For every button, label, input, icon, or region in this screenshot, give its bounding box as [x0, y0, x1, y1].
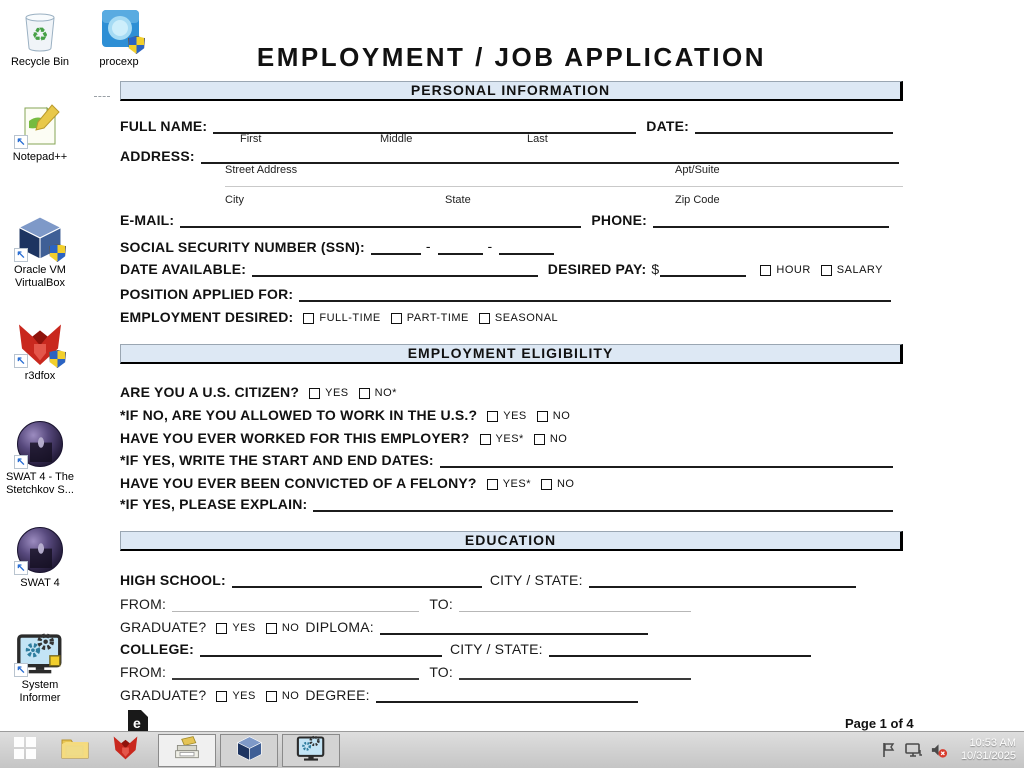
felony-yes-checkbox[interactable]: [487, 479, 498, 490]
desktop-icon-system-informer[interactable]: ↖ System Informer: [1, 629, 79, 705]
college-city-state-field[interactable]: [549, 644, 811, 657]
date-available-label: DATE AVAILABLE:: [120, 261, 247, 277]
explain-label: *IF YES, PLEASE EXPLAIN:: [120, 496, 308, 512]
desktop-icon-procexp[interactable]: procexp: [80, 6, 158, 69]
address-row: [120, 148, 903, 164]
felony-question-row: [120, 475, 574, 491]
college-city-state-label: CITY / STATE:: [449, 641, 543, 657]
salary-checkbox[interactable]: [821, 265, 832, 276]
section-header-personal-information: PERSONAL INFORMATION: [120, 81, 903, 101]
salary-option-label: SALARY: [836, 264, 883, 276]
windows-logo-icon: [14, 737, 36, 764]
college-graduate-label: GRADUATE?: [120, 687, 207, 703]
employment-desired-row: [120, 309, 558, 325]
hs-graduate-yes-label: YES: [232, 622, 256, 634]
allowed-no-label: NO: [552, 410, 571, 422]
felony-no-label: NO: [556, 478, 575, 490]
citizen-yes-label: YES: [325, 387, 349, 399]
address-label: ADDRESS:: [120, 148, 195, 164]
taskbar-virtualbox-button[interactable]: [220, 734, 278, 767]
full-name-field[interactable]: [213, 121, 636, 134]
shortcut-arrow-icon: ↖: [14, 248, 28, 262]
email-field[interactable]: [180, 215, 581, 228]
network-tray-icon[interactable]: [905, 741, 923, 759]
desired-pay-field[interactable]: [660, 264, 746, 277]
hs-to-label: TO:: [429, 596, 453, 612]
employment-desired-label: EMPLOYMENT DESIRED:: [120, 309, 294, 325]
date-available-field[interactable]: [252, 264, 538, 277]
desktop-icon-swat4[interactable]: ↖ SWAT 4: [1, 526, 79, 590]
email-label: E-MAIL:: [120, 212, 175, 228]
ssn-row: [120, 238, 558, 255]
explain-field[interactable]: [313, 499, 893, 512]
seasonal-option-label: SEASONAL: [494, 312, 559, 324]
high-school-label: HIGH SCHOOL:: [120, 572, 226, 588]
citizen-no-label: NO*: [374, 387, 397, 399]
hs-city-state-label: CITY / STATE:: [489, 572, 583, 588]
college-row: [120, 641, 815, 657]
hs-graduate-label: GRADUATE?: [120, 619, 207, 635]
college-graduate-yes-label: YES: [232, 690, 256, 702]
citizen-question-label: ARE YOU A U.S. CITIZEN?: [120, 384, 300, 400]
shortcut-arrow-icon: ↖: [14, 663, 28, 677]
explain-row: [120, 496, 897, 512]
ssn-field-2[interactable]: [438, 242, 483, 255]
dollar-sign: $: [651, 261, 660, 277]
virtualbox-icon: [236, 735, 263, 767]
state-sublabel: State: [445, 194, 471, 206]
college-graduate-no-checkbox[interactable]: [266, 691, 277, 702]
email-phone-row: [120, 212, 893, 228]
hour-option-label: HOUR: [776, 264, 811, 276]
diploma-label: DIPLOMA:: [305, 619, 374, 635]
worked-question-label: HAVE YOU EVER WORKED FOR THIS EMPLOYER?: [120, 430, 470, 446]
hour-checkbox[interactable]: [760, 265, 771, 276]
desktop-icon-recycle-bin[interactable]: ♻ Recycle Bin: [1, 6, 79, 69]
college-field[interactable]: [200, 644, 442, 657]
diploma-field[interactable]: [380, 622, 648, 635]
taskbar-document-viewer-button[interactable]: [158, 734, 216, 767]
apt-suite-sublabel: Apt/Suite: [675, 164, 720, 176]
hs-graduate-no-checkbox[interactable]: [266, 623, 277, 634]
citizen-question-row: [120, 384, 397, 400]
allowed-question-row: [120, 407, 570, 423]
hs-graduate-yes-checkbox[interactable]: [216, 623, 227, 634]
position-row: [120, 286, 895, 302]
worked-question-row: [120, 430, 567, 446]
last-sublabel: Last: [527, 133, 548, 145]
r3dfox-icon: [112, 734, 139, 766]
position-applied-field[interactable]: [299, 289, 891, 302]
desktop-icon-virtualbox[interactable]: ↖ Oracle VM VirtualBox: [1, 214, 79, 290]
worked-yes-checkbox[interactable]: [480, 434, 491, 445]
ssn-field-3[interactable]: [499, 242, 554, 255]
allowed-yes-label: YES: [503, 410, 527, 422]
phone-label: PHONE:: [591, 212, 647, 228]
taskbar: [0, 731, 1024, 768]
system-informer-icon: [296, 734, 326, 767]
college-graduate-no-label: NO: [281, 690, 300, 702]
allowed-no-checkbox[interactable]: [537, 411, 548, 422]
ssn-label: SOCIAL SECURITY NUMBER (SSN):: [120, 239, 365, 255]
date-field[interactable]: [695, 121, 893, 134]
allowed-yes-checkbox[interactable]: [487, 411, 498, 422]
eforms-logo: e: [128, 710, 148, 734]
college-from-field[interactable]: [172, 667, 419, 680]
document-viewer-icon: [173, 734, 201, 767]
full-time-checkbox[interactable]: [303, 313, 314, 324]
citizen-no-checkbox[interactable]: [359, 388, 370, 399]
hs-graduate-row: [120, 619, 652, 635]
hs-graduate-no-label: NO: [281, 622, 300, 634]
full-time-option-label: FULL-TIME: [319, 312, 381, 324]
high-school-field[interactable]: [232, 575, 482, 588]
date-available-row: [120, 261, 883, 277]
part-time-option-label: PART-TIME: [406, 312, 469, 324]
high-school-row: [120, 572, 860, 588]
college-to-field[interactable]: [459, 667, 691, 680]
hs-from-to-row: [120, 596, 695, 612]
full-name-row: [120, 118, 897, 134]
position-applied-label: POSITION APPLIED FOR:: [120, 286, 294, 302]
degree-field[interactable]: [376, 690, 638, 703]
college-graduate-yes-checkbox[interactable]: [216, 691, 227, 702]
date-label: DATE:: [646, 118, 689, 134]
first-sublabel: First: [240, 133, 262, 145]
phone-field[interactable]: [653, 215, 889, 228]
section-header-education: EDUCATION: [120, 531, 903, 551]
hs-to-field[interactable]: [459, 599, 691, 612]
start-end-dates-label: *IF YES, WRITE THE START AND END DATES:: [120, 452, 434, 468]
degree-label: DEGREE:: [305, 687, 370, 703]
clock-time: 10:53 AM: [969, 737, 1016, 749]
shortcut-arrow-icon: ↖: [14, 455, 28, 469]
desktop-icon-r3dfox[interactable]: ↖ r3dfox: [1, 320, 79, 383]
zip-code-sublabel: Zip Code: [675, 194, 720, 206]
middle-sublabel: Middle: [380, 133, 413, 145]
college-from-to-row: [120, 664, 695, 680]
felony-no-checkbox[interactable]: [541, 479, 552, 490]
worked-yes-label: YES*: [495, 433, 524, 445]
part-time-checkbox[interactable]: [391, 313, 402, 324]
section-header-employment-eligibility: EMPLOYMENT ELIGIBILITY: [120, 344, 903, 364]
start-button[interactable]: [0, 732, 50, 768]
citizen-yes-checkbox[interactable]: [309, 388, 320, 399]
start-end-dates-field[interactable]: [440, 455, 893, 468]
clock-date: 10/31/2025: [960, 750, 1016, 762]
svg-text:♻: ♻: [31, 25, 49, 46]
document-title: EMPLOYMENT / JOB APPLICATION: [256, 42, 767, 72]
file-explorer-icon: [61, 736, 89, 765]
seasonal-checkbox[interactable]: [479, 313, 490, 324]
college-from-label: FROM:: [120, 664, 167, 680]
city-sublabel: City: [225, 194, 244, 206]
taskbar-file-explorer-button[interactable]: [50, 732, 100, 768]
hs-city-state-field[interactable]: [589, 575, 856, 588]
worked-no-checkbox[interactable]: [534, 434, 545, 445]
desktop-icon-swat4-stetchkov[interactable]: ↖ SWAT 4 - The Stetchkov S...: [1, 420, 79, 497]
ssn-dash: -: [425, 238, 431, 254]
college-to-label: TO:: [429, 664, 453, 680]
taskbar-system-informer-button[interactable]: [282, 734, 340, 767]
ssn-field-1[interactable]: [371, 242, 421, 255]
college-graduate-row: [120, 687, 642, 703]
ssn-dash: -: [487, 238, 493, 254]
college-label: COLLEGE:: [120, 641, 194, 657]
start-end-dates-row: [120, 452, 897, 468]
address-line2-field[interactable]: [225, 186, 903, 187]
shortcut-arrow-icon: ↖: [14, 354, 28, 368]
allowed-question-label: *IF NO, ARE YOU ALLOWED TO WORK IN THE U.S.?: [120, 407, 478, 423]
worked-no-label: NO: [549, 433, 568, 445]
felony-question-label: HAVE YOU EVER BEEN CONVICTED OF A FELONY?: [120, 475, 477, 491]
shortcut-arrow-icon: ↖: [14, 135, 28, 149]
taskbar-r3dfox-button[interactable]: [100, 732, 150, 768]
felony-yes-label: YES*: [502, 478, 531, 490]
shortcut-arrow-icon: ↖: [14, 561, 28, 575]
hs-from-label: FROM:: [120, 596, 167, 612]
hs-from-field[interactable]: [172, 599, 419, 612]
cursor-artifact: [94, 96, 110, 97]
taskbar-clock[interactable]: [955, 737, 1016, 763]
page-indicator: Page 1 of 4: [845, 716, 914, 731]
volume-muted-tray-icon[interactable]: [930, 741, 948, 759]
street-address-sublabel: Street Address: [225, 164, 298, 176]
desired-pay-label: DESIRED PAY:: [547, 261, 647, 277]
full-name-label: FULL NAME:: [120, 118, 208, 134]
action-center-flag-icon[interactable]: [880, 741, 898, 759]
address-field[interactable]: [201, 151, 899, 164]
desktop-icon-notepadpp[interactable]: ↖ Notepad++: [1, 101, 79, 164]
